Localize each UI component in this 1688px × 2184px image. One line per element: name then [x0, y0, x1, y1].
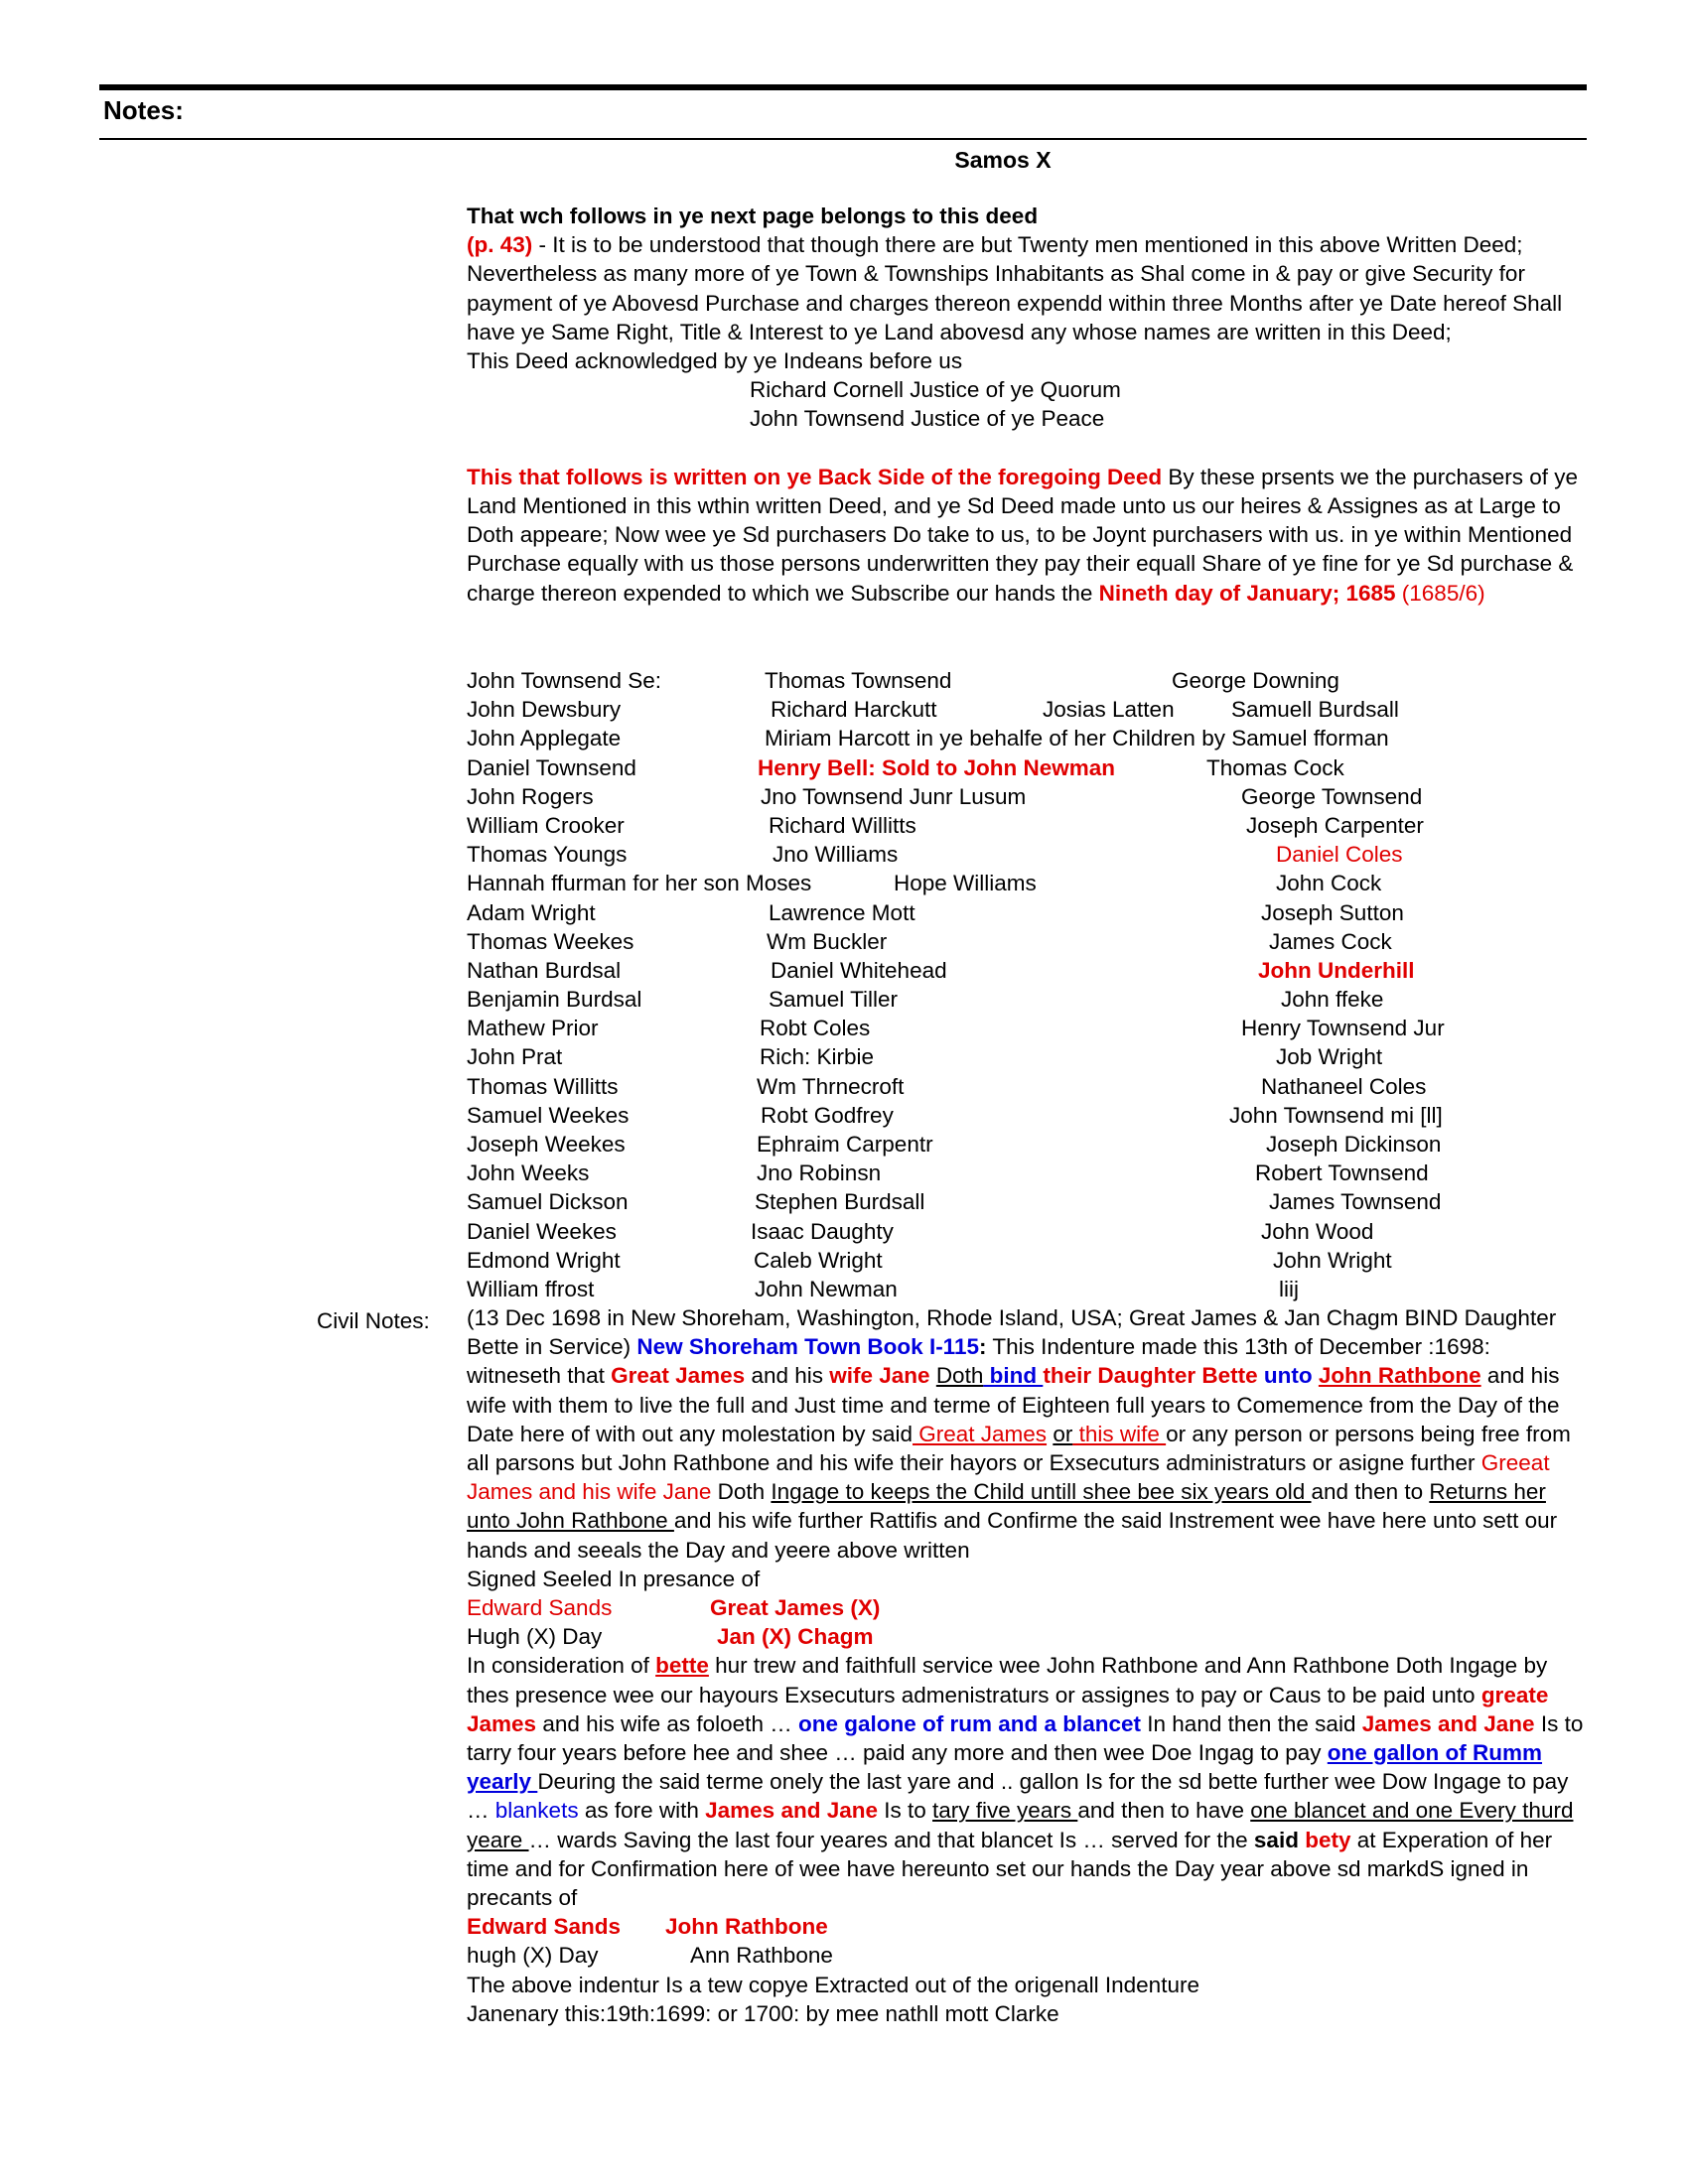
signatory-col-1: Nathan Burdsal	[467, 957, 622, 983]
underlined-keep-child: Ingage to keeps the Child untill shee bee six years old	[771, 1479, 1312, 1505]
signatory-col-1: Benjamin Burdsal	[467, 987, 642, 1013]
signatory-col-2: Stephen Burdsall	[755, 1189, 925, 1215]
signature-row-1	[467, 1912, 1589, 1941]
justice-quorum: Richard Cornell Justice of ye Quorum	[750, 377, 1121, 403]
highlight-daughter-bette: their Daughter Bette	[1043, 1363, 1258, 1389]
highlight-blankets: blankets	[494, 1798, 579, 1824]
signatory-col-2: Daniel Whitehead	[771, 957, 947, 983]
signatory-col-2: Rich: Kirbie	[760, 1044, 875, 1070]
signatory-col-2: Jno Robinsn	[757, 1160, 882, 1186]
signatory-col-2: Miriam Harcott in ye behalfe of her Children by Samuel fforman	[765, 726, 1389, 751]
highlight-greate-james: greate James	[467, 1682, 1549, 1736]
signatory-col-1: Daniel Townsend	[467, 754, 636, 780]
document-subtitle: Samos X	[954, 147, 1052, 173]
source-reference: New Shoreham Town Book I-115	[636, 1334, 979, 1360]
deed-acknowledgement: This Deed acknowledged by ye Indeans before us	[467, 348, 963, 373]
underlined-five-years: tary five years	[932, 1798, 1078, 1824]
signatory-col-1: Joseph Weekes	[467, 1132, 626, 1157]
signatory-col-1: John Prat	[467, 1044, 563, 1070]
signatory-col-2: Caleb Wright	[754, 1247, 883, 1273]
highlight-unto: unto	[1263, 1363, 1313, 1389]
text: Doth	[711, 1479, 772, 1505]
signatory-col-3: Thomas Cock	[1206, 754, 1344, 780]
signature-row-2	[467, 1941, 1589, 1970]
signatory-col-2: Samuel Tiller	[769, 987, 899, 1013]
signatory-row	[467, 898, 1589, 927]
signer-john-rathbone: John Rathbone	[665, 1914, 828, 1940]
highlight-james-and-jane: James and Jane	[1361, 1710, 1535, 1736]
text: In hand then the said	[1141, 1710, 1362, 1736]
signatory-col-2: Richard Harckutt	[771, 697, 937, 723]
backside-heading: This that follows is written on ye Back Side of the foregoing Deed	[467, 464, 1163, 489]
signatory-row	[467, 869, 1589, 897]
signatory-row	[467, 1275, 1589, 1303]
colon: :	[978, 1334, 987, 1360]
blank-line	[467, 434, 1589, 463]
signatory-col-3: Nathaneel Coles	[1261, 1073, 1427, 1099]
signatory-col-3: John Wright	[1273, 1247, 1392, 1273]
signatory-row	[467, 1246, 1589, 1275]
notes-label: Notes:	[103, 95, 184, 125]
signatory-row	[467, 956, 1589, 985]
signatory-col-3: Henry Townsend Jur	[1241, 1016, 1445, 1041]
signatory-col-2: Ephraim Carpentr	[757, 1132, 933, 1157]
signatory-col-2: Lawrence Mott	[769, 899, 915, 925]
signatory-row	[467, 1014, 1589, 1042]
underlined-return-child: Returns her unto John Rathbone	[467, 1479, 1546, 1534]
signatory-col-2: Wm Thrnecroft	[757, 1073, 905, 1099]
signer-ann-rathbone: Ann Rathbone	[690, 1943, 833, 1969]
deed-paragraph-1	[467, 230, 1589, 346]
signatory-col-3: James Townsend	[1269, 1189, 1442, 1215]
signatory-col-3: John Townsend mi [ll]	[1229, 1102, 1443, 1128]
signatory-col-1: William ffrost	[467, 1276, 595, 1301]
signatory-col-1: Thomas Youngs	[467, 842, 628, 868]
signatory-col-1: John Townsend Se:	[467, 668, 661, 693]
header-rule-thick	[99, 84, 1587, 90]
signatory-row	[467, 1101, 1589, 1130]
highlight-great-james-2: Great James	[913, 1421, 1048, 1446]
signatory-col-1: Adam Wright	[467, 899, 596, 925]
deed-paragraph-2-text: By these prsents we the purchasers of ye Land Mentioned in this wthin written Deed, and ye Sd Deed made unto us our heires & Assignes as at Large to Doth appeare; Now wee ye Sd purchasers Do take to us, to be Joynt purchasers with us. in ye within Mentioned Purchase equally with us those persons underwritten they pay their equall Share of ye fine for ye Sd purchase & charge thereon expended to which we Subscribe our hands the	[467, 464, 1579, 606]
header-rule-thin	[99, 138, 1587, 140]
highlight-bind: bind	[983, 1363, 1044, 1389]
signatory-col-2: Richard Willitts	[769, 812, 916, 838]
signatory-col-1: Daniel Weekes	[467, 1218, 617, 1244]
text: Deuring the said terme onely the last yare and .. gallon Is for the sd bette further wee Dow Ingage to pay …	[467, 1769, 1569, 1824]
text: Is to tarry four years before hee and shee … paid any more and then wee Doe Ingag to pay	[467, 1710, 1584, 1765]
signer-hugh-day: hugh (X) Day	[467, 1943, 599, 1969]
signatory-col-3: John Wood	[1261, 1218, 1374, 1244]
signatory-col-2: John Newman	[755, 1276, 898, 1301]
signatory-col-1: Hannah ffurman for her son Moses	[467, 871, 812, 896]
signatory-col-1: John Weeks	[467, 1160, 590, 1186]
indenture-paragraph	[467, 1303, 1589, 1565]
signatory-col-1: Thomas Weekes	[467, 928, 634, 954]
highlight-rum-yearly: one gallon of Rumm yearly	[467, 1740, 1543, 1795]
signatory-col-3: John Cock	[1276, 871, 1382, 896]
text: and his wife as foloeth …	[536, 1710, 798, 1736]
signatory-col-3: Joseph Sutton	[1261, 899, 1404, 925]
witness-hugh-day: Hugh (X) Day	[467, 1624, 603, 1650]
deed-date: Nineth day of January; 1685	[1098, 580, 1396, 606]
signatory-col-1: William Crooker	[467, 812, 625, 838]
signatory-row	[467, 666, 1589, 695]
signer-edward-sands: Edward Sands	[467, 1914, 622, 1940]
highlight-bette: bette	[655, 1653, 709, 1679]
text: and then to	[1311, 1479, 1430, 1505]
signatory-col-2: Wm Buckler	[767, 928, 888, 954]
deed-paragraph-2	[467, 463, 1589, 608]
signatory-row	[467, 1042, 1589, 1071]
text: and his	[745, 1363, 830, 1389]
signatory-col-1: John Dewsbury	[467, 697, 622, 723]
signed-in-presence: Signed Seeled In presance of	[467, 1566, 761, 1591]
text: Is to	[878, 1798, 933, 1824]
civil-notes-section	[467, 1303, 1589, 2028]
highlight-bety: bety	[1305, 1827, 1351, 1852]
highlight-this-wife: this wife	[1072, 1421, 1167, 1446]
signatory-col-3: Robert Townsend	[1255, 1160, 1429, 1186]
signatory-row	[467, 695, 1589, 724]
witness-row-1	[467, 1593, 1589, 1622]
signatory-col-1: Thomas Willitts	[467, 1073, 619, 1099]
signatory-col-3: John Underhill	[1258, 957, 1415, 983]
closing-line-2: Janenary this:19th:1699: or 1700: by mee nathll mott Clarke	[467, 2000, 1059, 2026]
signatory-col-3: Job Wright	[1276, 1044, 1383, 1070]
justice-peace: John Townsend Justice of ye Peace	[750, 406, 1105, 432]
text: and then to have	[1077, 1798, 1251, 1824]
signatory-col-2: Thomas Townsend	[765, 668, 952, 693]
signatory-row	[467, 840, 1589, 869]
signatory-col-3: liij	[1279, 1276, 1299, 1301]
witness-row-2	[467, 1622, 1589, 1651]
signatory-row	[467, 1130, 1589, 1159]
highlight-james-and-jane-2: James and Jane	[705, 1798, 878, 1824]
text: In consideration of	[467, 1653, 656, 1679]
signatory-row	[467, 1072, 1589, 1101]
signatory-col-1: John Rogers	[467, 783, 594, 809]
signatory-col-3: Daniel Coles	[1276, 842, 1403, 868]
signatory-col-3: George Downing	[1172, 668, 1339, 693]
signer-jan-chagm: Jan (X) Chagm	[717, 1624, 874, 1650]
underlined-blanket-every-third-year: one blancet and one Every thurd yeare	[467, 1798, 1574, 1852]
signatory-col-1: Samuel Dickson	[467, 1189, 629, 1215]
signatory-col-3: James Cock	[1269, 928, 1392, 954]
text: hur trew and faithfull service wee John Rathbone and Ann Rathbone Doth Ingage by thes presence wee our hayours Exsecuturs admenistraturs or assignes to pay or Caus to be paid unto	[467, 1653, 1548, 1707]
signatory-col-2: Jno Townsend Junr Lusum	[761, 783, 1027, 809]
text: as fore with	[578, 1798, 706, 1824]
signatory-row	[467, 1217, 1589, 1246]
signatory-col-1: Edmond Wright	[467, 1247, 621, 1273]
page-reference: (p. 43)	[467, 232, 533, 258]
highlight-great-james: Great James	[611, 1363, 746, 1389]
signatory-col-1: Mathew Prior	[467, 1016, 599, 1041]
consideration-paragraph	[467, 1651, 1589, 1912]
signatory-row	[467, 782, 1589, 811]
signatory-col-3: Samuell Burdsall	[1231, 697, 1399, 723]
signatory-row	[467, 927, 1589, 956]
civil-summary: (13 Dec 1698 in New Shoreham, Washington, Rhode Island, USA; Great James & Jan Chagm BIND Daughter Bette in Service)	[467, 1305, 1557, 1360]
deed-heading: That wch follows in ye next page belongs to this deed	[467, 204, 1039, 228]
signatory-col-2: Robt Coles	[760, 1016, 871, 1041]
deed-section	[467, 202, 1589, 608]
underlined-doth: Doth	[935, 1363, 984, 1389]
highlight-greeat-james-wife-jane: Greeat James and his wife Jane	[467, 1450, 1550, 1505]
signatory-col-3: Joseph Dickinson	[1266, 1132, 1442, 1157]
signatory-row	[467, 1187, 1589, 1216]
text: … wards Saving the last four yeares and that blancet Is … served for the	[528, 1827, 1254, 1852]
signatory-col-1: John Applegate	[467, 726, 622, 751]
deed-paragraph-1-text: - It is to be understood that though there are but Twenty men mentioned in this above Written Deed; Nevertheless as many more of ye Town & Townships Inhabitants as Shal come in & pay or give Security for payment of ye Abovesd Purchase and charges thereon expendd within three Months after ye Date hereof Shall have ye Same Right, Title & Interest to ye Land abovesd any whose names are written in this Deed;	[467, 232, 1563, 344]
highlight-wife-jane: wife Jane	[829, 1363, 930, 1389]
signatory-col-2: Henry Bell: Sold to John Newman	[758, 754, 1116, 780]
text: at Experation of her time and for Confirmation here of wee have hereunto set our hands the Day year above sd markdS igned in precants of	[467, 1827, 1553, 1911]
witness-edward-sands: Edward Sands	[467, 1595, 613, 1621]
signatory-col-2: Jno Williams	[773, 842, 899, 868]
signatory-list	[467, 666, 1589, 1303]
highlight-rum-blanket: one galone of rum and a blancet	[797, 1710, 1142, 1736]
signatory-col-2: Isaac Daughty	[751, 1218, 894, 1244]
text: This Indenture made this 13th of December :1698: witneseth that	[467, 1334, 1490, 1389]
signatory-col-1: Samuel Weekes	[467, 1102, 630, 1128]
signatory-col-3: George Townsend	[1241, 783, 1423, 809]
text: and his wife further Rattifis and Confirme the said Instrement wee have here unto sett our hands and seeals the Day and yeere above written	[467, 1508, 1558, 1563]
signatory-col-2b: Josias Latten	[1043, 697, 1175, 723]
text: and his wife with them to live the full and Just time and terme of Eighteen full years to Comemence from the Day of the Date here of with out any molestation by said	[467, 1363, 1560, 1446]
bold-said: said	[1253, 1827, 1299, 1852]
highlight-john-rathbone: John Rathbone	[1318, 1363, 1481, 1389]
signatory-row	[467, 811, 1589, 840]
text: or any person or persons being free from all parsons but John Rathbone and his wife their hayors or Exsecuturs administraturs or asigne further	[467, 1421, 1571, 1476]
civil-notes-label: Civil Notes:	[317, 1308, 430, 1333]
underlined-or: or	[1053, 1421, 1073, 1446]
signatory-row	[467, 1159, 1589, 1187]
signatory-row	[467, 753, 1589, 782]
signer-great-james: Great James (X)	[710, 1595, 881, 1621]
signatory-col-2: Robt Godfrey	[761, 1102, 894, 1128]
signatory-col-2: Hope Williams	[894, 871, 1037, 896]
signatory-row	[467, 985, 1589, 1014]
closing-line-1: The above indentur Is a tew copye Extracted out of the origenall Indenture	[467, 1972, 1199, 1997]
signatory-row	[467, 724, 1589, 752]
signatory-col-3: Joseph Carpenter	[1246, 812, 1424, 838]
signatory-col-3: John ffeke	[1281, 987, 1384, 1013]
deed-date-alt: (1685/6)	[1395, 580, 1485, 606]
